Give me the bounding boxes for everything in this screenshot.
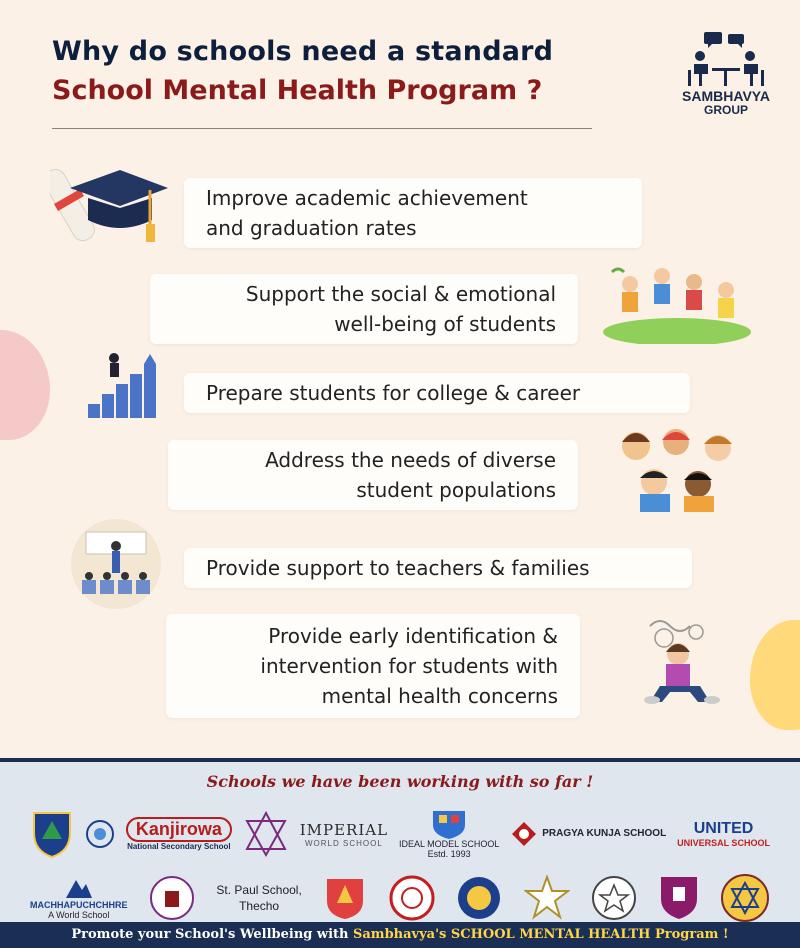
reason-line: Address the needs of diverse xyxy=(265,448,556,472)
reason-card-diverse xyxy=(168,440,578,510)
ideal-name: IDEAL MODEL SCHOOL xyxy=(398,839,500,849)
reason-line: Support the social & emotional xyxy=(245,282,556,306)
reason-line: Prepare students for college & career xyxy=(206,381,581,405)
reason-card-early-intervention xyxy=(166,614,580,718)
pragya-name: PRAGYA KUNJA SCHOOL xyxy=(542,828,667,839)
reason-line: well-being of students xyxy=(334,312,556,336)
school-logo-kanjirowa xyxy=(126,817,232,851)
school-logo-imperial xyxy=(300,821,388,848)
school-logo-blue-badge xyxy=(456,875,502,921)
classroom-icon xyxy=(70,518,162,614)
school-logo-pragya xyxy=(510,820,666,848)
stpaul-line2: Thecho xyxy=(239,899,280,913)
school-logo-star-round xyxy=(591,875,637,921)
united-sub: UNIVERSAL SCHOOL xyxy=(677,838,770,848)
stressed-student-icon xyxy=(630,612,730,716)
logo-sub: GROUP xyxy=(703,103,748,117)
school-logo-emblem xyxy=(85,819,115,849)
reason-card-social xyxy=(150,274,578,344)
school-logo-row xyxy=(30,804,770,864)
school-logo-vidhyashram xyxy=(149,875,195,921)
school-logo-stpaul xyxy=(216,882,301,914)
imperial-sub: WORLD SCHOOL xyxy=(304,838,383,848)
promo-banner xyxy=(0,922,800,948)
school-logo-round-red xyxy=(389,875,435,921)
machhapuchchhre-name: MACHHAPUCHCHHRE xyxy=(30,900,128,910)
promo-banner-text: Promote your School's Wellbeing with xyxy=(71,927,353,942)
kanjirowa-name: Kanjirowa xyxy=(126,817,232,842)
reason-card-academic xyxy=(184,178,642,248)
kanjirowa-sub: National Secondary School xyxy=(127,842,231,851)
school-logo-sunburst xyxy=(524,875,570,921)
promo-banner-highlight: Sambhavya's SCHOOL MENTAL HEALTH Program ! xyxy=(353,927,729,942)
reason-line: and graduation rates xyxy=(206,216,417,240)
school-logo-apex xyxy=(323,875,367,921)
diverse-kids-icon xyxy=(614,424,744,518)
school-logo-row xyxy=(30,868,770,928)
school-logo-star xyxy=(243,809,289,859)
united-name: UNITED xyxy=(693,820,754,837)
school-logo-maroon-shield xyxy=(659,875,699,921)
reason-line: Improve academic achievement xyxy=(206,186,528,210)
header-divider xyxy=(52,128,592,129)
imperial-name: IMPERIAL xyxy=(299,820,389,839)
school-logos xyxy=(30,804,770,932)
decorative-blob-right xyxy=(750,620,800,730)
school-logo-star-gold xyxy=(720,873,770,923)
reason-line: Provide early identification & xyxy=(268,624,558,648)
school-logo-ideal xyxy=(399,809,499,859)
ideal-sub: Estd. 1993 xyxy=(427,849,471,859)
page-title-line1: Why do schools need a standard xyxy=(52,36,554,67)
stpaul-line1: St. Paul School, xyxy=(216,883,302,897)
logo-name: SAMBHAVYA xyxy=(682,88,770,104)
reason-line: intervention for students with xyxy=(260,654,558,678)
career-stairs-icon xyxy=(84,350,160,424)
reason-card-career xyxy=(184,373,690,413)
page-header xyxy=(52,36,612,106)
reason-line: Provide support to teachers & families xyxy=(206,556,590,580)
decorative-blob-left xyxy=(0,330,50,440)
page-title-line2: School Mental Health Program ? xyxy=(52,75,543,106)
school-logo-shield xyxy=(30,809,74,859)
meeting-people-icon xyxy=(686,30,766,88)
graduation-cap-icon xyxy=(50,152,170,256)
footer-title: Schools we have been working with so far ! xyxy=(206,772,594,791)
playing-children-icon xyxy=(602,262,752,348)
reason-card-teachers xyxy=(184,548,692,588)
machhapuchchhre-sub: A World School xyxy=(48,910,110,920)
reason-line: mental health concerns xyxy=(321,684,558,708)
schools-footer xyxy=(0,758,800,948)
school-logo-united xyxy=(677,820,770,848)
school-logo-machhapuchchhre xyxy=(30,876,128,920)
reason-line: student populations xyxy=(356,478,556,502)
sambhavya-logo xyxy=(666,30,786,117)
